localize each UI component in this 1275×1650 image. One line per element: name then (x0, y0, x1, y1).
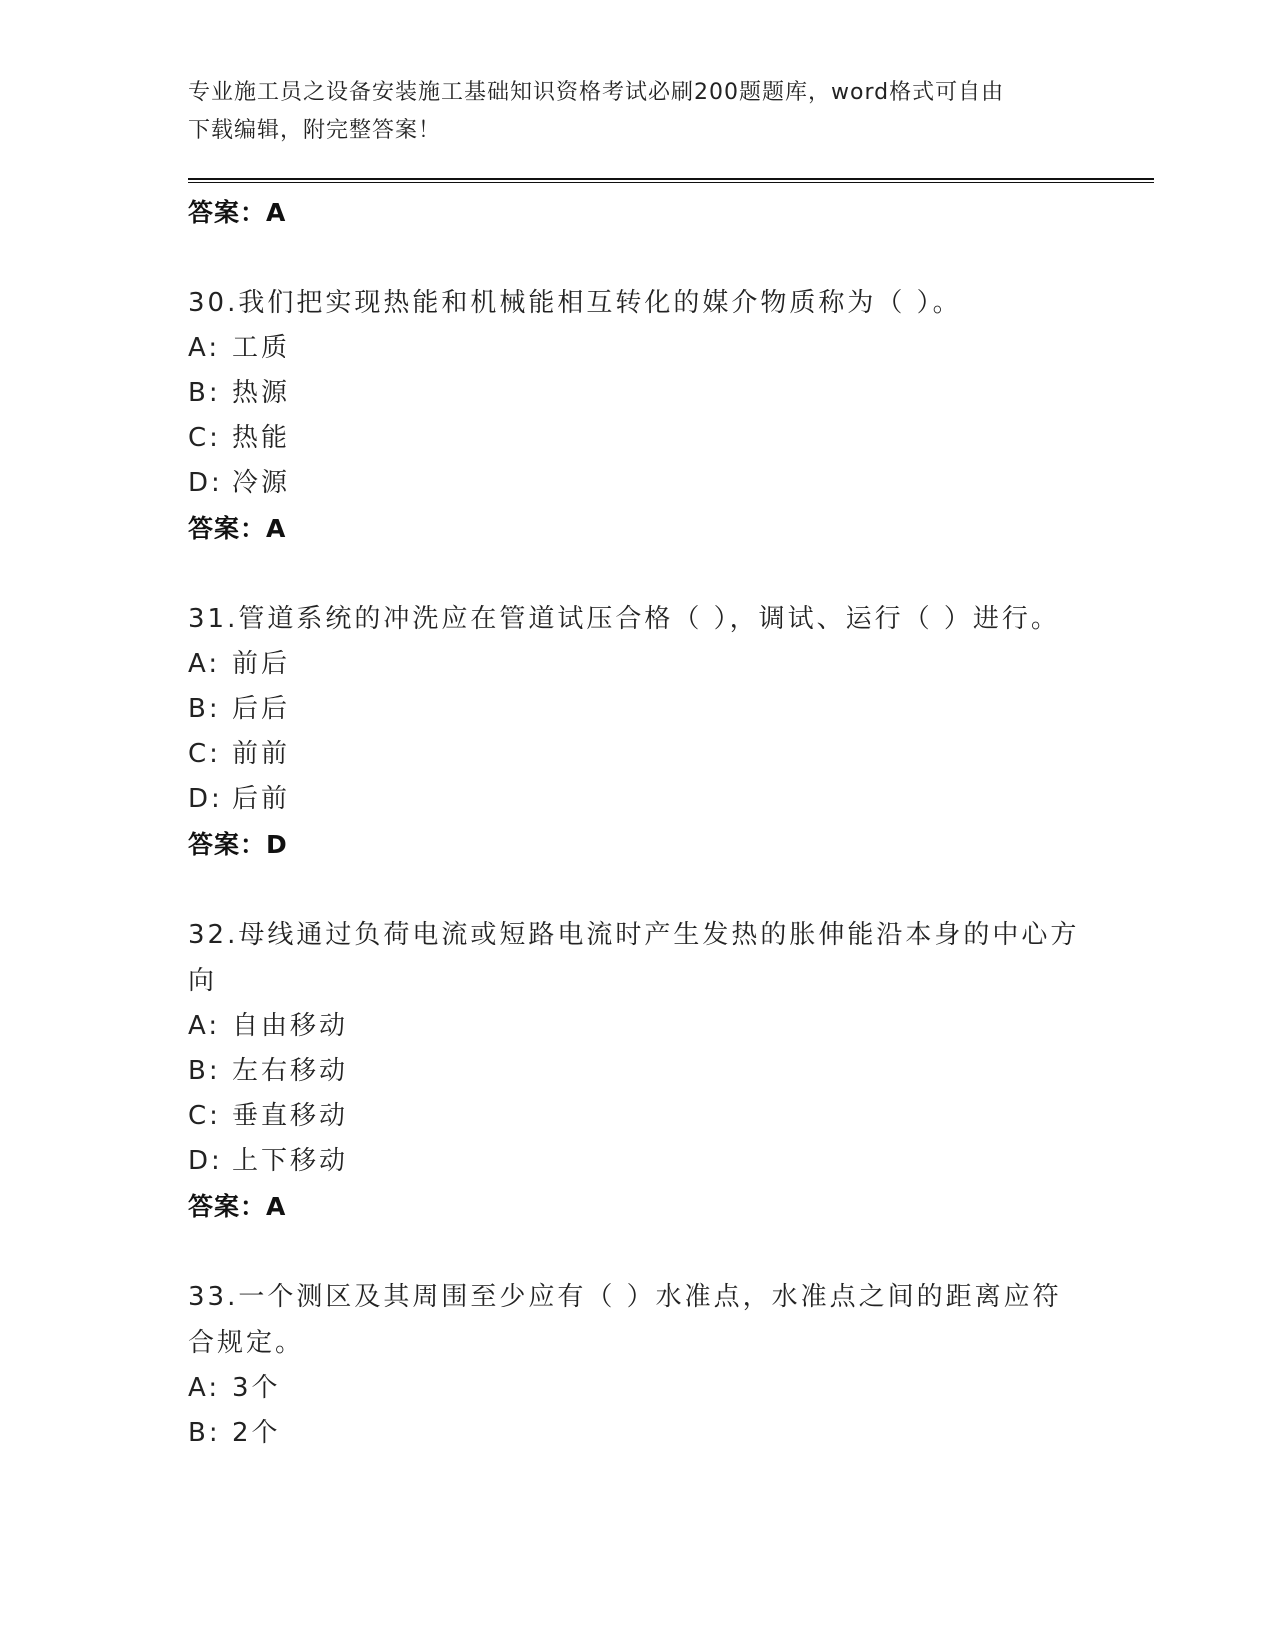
option-letter: C: (188, 423, 221, 453)
option-d (188, 461, 1088, 506)
header-title-line-1: 专业施工员之设备安装施工基础知识资格考试必刷200题题库，word格式可自由 (188, 80, 1005, 105)
option-letter: D: (188, 784, 223, 814)
option-text: 后后 (232, 694, 291, 724)
option-text: 热源 (232, 378, 291, 408)
question-32 (188, 912, 1088, 1230)
option-c (188, 416, 1088, 461)
previous-answer: 答案：A (188, 198, 287, 227)
question-text: 33.一个测区及其周围至少应有（ ）水准点，水准点之间的距离应符合规定。 (188, 1282, 1062, 1358)
option-letter: C: (188, 739, 221, 769)
option-c (188, 1094, 1088, 1139)
option-text: 上下移动 (232, 1146, 349, 1176)
option-text: 冷源 (232, 468, 291, 498)
question-text: 30.我们把实现热能和机械能相互转化的媒介物质称为（ ）。 (188, 288, 962, 318)
document-header (188, 74, 1068, 150)
option-letter: A: (188, 333, 221, 363)
option-text: 2个 (232, 1418, 281, 1448)
option-c (188, 732, 1088, 777)
option-d (188, 1139, 1088, 1184)
option-d (188, 777, 1088, 822)
option-letter: D: (188, 468, 223, 498)
answer: 答案：A (188, 1192, 287, 1221)
question-31 (188, 596, 1088, 868)
option-text: 前前 (232, 739, 291, 769)
option-letter: B: (188, 694, 221, 724)
option-b (188, 1411, 1088, 1456)
option-letter: A: (188, 1011, 221, 1041)
option-b (188, 1049, 1088, 1094)
option-a (188, 642, 1088, 687)
option-b (188, 687, 1088, 732)
answer: 答案：A (188, 514, 287, 543)
option-text: 前后 (232, 649, 291, 679)
option-letter: B: (188, 1056, 221, 1086)
option-text: 左右移动 (232, 1056, 349, 1086)
option-letter: A: (188, 1373, 221, 1403)
header-divider (188, 178, 1154, 183)
option-a (188, 326, 1088, 371)
option-text: 后前 (232, 784, 291, 814)
option-text: 3个 (232, 1373, 281, 1403)
option-a (188, 1004, 1088, 1049)
option-letter: A: (188, 649, 221, 679)
option-letter: B: (188, 378, 221, 408)
option-text: 工质 (232, 333, 291, 363)
option-letter: C: (188, 1101, 221, 1131)
option-b (188, 371, 1088, 416)
question-text: 32.母线通过负荷电流或短路电流时产生发热的胀伸能沿本身的中心方向 (188, 920, 1080, 996)
option-text: 自由移动 (232, 1011, 349, 1041)
question-text: 31.管道系统的冲洗应在管道试压合格（ ），调试、运行（ ）进行。 (188, 604, 1060, 634)
option-text: 垂直移动 (232, 1101, 349, 1131)
question-33 (188, 1274, 1088, 1456)
option-letter: B: (188, 1418, 221, 1448)
option-text: 热能 (232, 423, 291, 453)
option-letter: D: (188, 1146, 223, 1176)
answer: 答案：D (188, 830, 288, 859)
header-title-line-2: 下载编辑，附完整答案！ (188, 118, 442, 143)
option-a (188, 1366, 1088, 1411)
question-list (188, 190, 1088, 1456)
question-30 (188, 280, 1088, 552)
